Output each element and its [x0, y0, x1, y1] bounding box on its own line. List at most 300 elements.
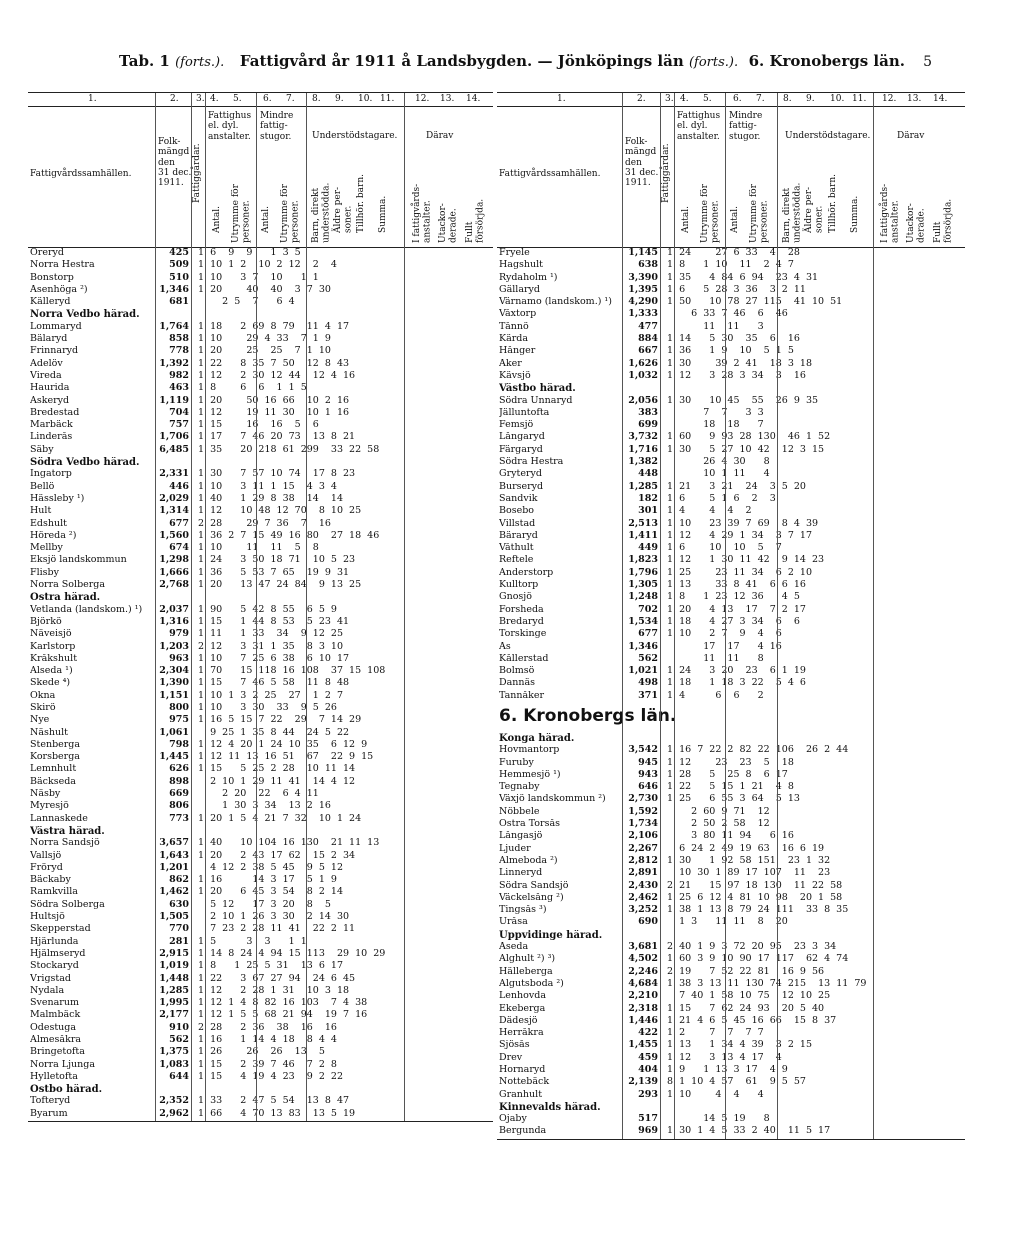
commune-name: Tannåker [499, 690, 545, 701]
population-value: 646 [638, 781, 658, 793]
row-values: 1 90 5 42 8 55 6 5 9 [198, 603, 337, 615]
col-num-8: 8. [312, 94, 321, 104]
row-values: 2 60 9 71 12 [667, 805, 770, 817]
commune-name: Hagshult [499, 260, 543, 271]
commune-name: Kulltorp [499, 580, 539, 591]
row-values: 1 15 2 39 7 46 7 2 8 [198, 1058, 337, 1070]
table-row [497, 396, 965, 408]
col-num-9: 9. [335, 94, 344, 104]
row-values: 1 36 1 9 10 5 1 5 [667, 345, 794, 357]
row-values: 1 15 16 16 5 6 [198, 419, 319, 431]
col-num-14-r: 14. [933, 94, 948, 104]
row-values: 1 36 5 53 7 65 19 9 31 [198, 566, 350, 578]
commune-name: Drev [499, 1052, 523, 1063]
row-values: 1 35 20 218 61 299 33 22 58 [198, 443, 380, 455]
row-values: 1 12 1 5 5 68 21 94 19 7 16 [198, 1009, 368, 1021]
commune-name: Myresjö [30, 801, 69, 812]
header-utrymme-2-r: Utrymme för personer. [749, 184, 770, 243]
row-values: 1 4 6 6 2 [667, 689, 764, 701]
commune-name: Hultsjö [30, 912, 65, 923]
table-row [497, 371, 965, 383]
commune-name: Södra Vedbo härad. [30, 457, 140, 469]
row-values: 1 14 8 24 4 94 15 113 29 10 29 [198, 947, 386, 959]
table-row [28, 469, 493, 481]
title-line [0, 52, 1024, 70]
header-utrymme-2: Utrymme för personer. [280, 184, 301, 243]
commune-name: Västra härad. [30, 825, 105, 837]
population-value: 778 [169, 345, 189, 357]
col-num-5-r: 5. [703, 94, 712, 104]
row-values: 1 30 7 57 10 74 17 8 23 [198, 468, 356, 480]
population-value: 969 [638, 1125, 658, 1137]
row-values: 1 12 23 23 5 18 [667, 756, 794, 768]
commune-name: Frinnaryd [30, 346, 79, 357]
col-num-6: 6. [263, 94, 272, 104]
commune-name: Björkö [30, 616, 62, 627]
population-value: 1,796 [628, 566, 658, 578]
population-value: 1,298 [159, 554, 189, 566]
population-value: 1,316 [159, 615, 189, 627]
population-value: 674 [169, 542, 189, 554]
col-num-6-r: 6. [733, 94, 742, 104]
commune-name: Södra Solberga [30, 899, 105, 910]
commune-name: Näsby [30, 789, 61, 800]
commune-name: Växjö landskommun ²) [499, 794, 606, 805]
table-row [497, 260, 965, 272]
population-value: 979 [169, 628, 189, 640]
commune-name: Mellby [30, 543, 63, 554]
commune-name: Skede ⁴) [30, 678, 71, 689]
commune-name: Västbo härad. [499, 383, 576, 395]
table-row [497, 881, 965, 893]
commune-name: Bälaryd [30, 334, 68, 345]
commune-name: Åseda [499, 942, 529, 953]
population-value: 1,448 [159, 972, 189, 984]
column-number-row [28, 93, 493, 107]
commune-name: Tegnaby [499, 782, 540, 793]
row-values: 2 5 7 6 4 [198, 296, 295, 308]
population-value: 2,915 [159, 947, 189, 959]
commune-name: Ramkvilla [30, 887, 78, 898]
col-num-10-r: 10. [830, 94, 845, 104]
row-values: 1 20 50 16 66 10 2 16 [198, 394, 350, 406]
table-row [28, 1010, 493, 1022]
table-row [28, 260, 493, 272]
commune-name: Uråsa [499, 917, 528, 928]
population-value: 182 [638, 492, 658, 504]
commune-name: Hässleby ¹) [30, 493, 85, 504]
table-row [28, 715, 493, 727]
commune-name: Bonstorp [30, 272, 74, 283]
row-values: 1 25 23 11 34 6 2 10 [667, 566, 813, 578]
row-values: 1 10 23 39 7 69 8 4 39 [667, 517, 819, 529]
table-row [28, 383, 493, 395]
commune-name: Åsenhöga ²) [30, 284, 88, 295]
commune-name: Flisby [30, 567, 59, 578]
commune-name: Eksjö landskommun [30, 555, 127, 566]
commune-name: Kinnevalds härad. [499, 1101, 601, 1113]
commune-name: Ekeberga [499, 1003, 546, 1014]
header-utackor-r: Utackor- derade. [906, 203, 927, 243]
commune-name: Burseryd [499, 481, 544, 492]
commune-name: Ingatorp [30, 469, 72, 480]
row-values: 1 6 9 9 1 3 5 [198, 247, 301, 258]
commune-name: Edshult [30, 518, 67, 529]
left-table [28, 92, 493, 1122]
row-values: 1 20 13 47 24 84 9 13 25 [198, 579, 362, 591]
row-values: 1 8 6 6 1 1 5 [198, 382, 307, 394]
row-values: 1 5 3 3 1 1 [198, 935, 307, 947]
commune-name: Vallsjö [30, 850, 62, 861]
commune-name: Södra Unnaryd [499, 395, 573, 406]
row-values: 1 20 4 13 17 7 2 17 [667, 603, 806, 615]
column-headers-right [497, 107, 965, 248]
population-value: 371 [638, 689, 658, 701]
header-aldre-r: Äldre per- soner. [804, 186, 825, 233]
row-values: 1 2 7 7 7 7 [667, 1027, 764, 1039]
table-row [497, 745, 965, 757]
commune-name: Bäckaby [30, 875, 71, 886]
row-values: 1 20 1 5 4 21 7 32 10 1 24 [198, 812, 362, 824]
table-row [28, 297, 493, 309]
header-mindre-r: Mindre fattig- stugor. [729, 111, 763, 142]
row-values: 1 26 26 26 13 5 [198, 1046, 325, 1058]
population-value: 2,768 [159, 579, 189, 591]
commune-name: Bringetofta [30, 1047, 85, 1058]
col-num-14: 14. [466, 94, 481, 104]
commune-name: Höreda ²) [30, 530, 77, 541]
row-values: 18 18 7 [667, 419, 764, 431]
commune-name: Kävsjö [499, 370, 531, 381]
population-value: 1,203 [159, 640, 189, 652]
commune-name: Säby [30, 444, 54, 455]
commune-name: Kållerstad [499, 653, 549, 664]
row-values: 1 3 11 11 8 20 [667, 916, 788, 928]
population-value: 975 [169, 714, 189, 726]
row-values: 2 40 1 9 3 72 20 95 23 3 34 [667, 941, 837, 953]
commune-name: Åker [499, 358, 522, 369]
commune-name: Våthult [499, 543, 534, 554]
table-row [497, 1004, 965, 1016]
commune-name: Norra Ljunga [30, 1059, 96, 1070]
population-value: 638 [638, 259, 658, 271]
header-antal-1: Antal. [212, 205, 222, 233]
commune-name: Hult [30, 506, 52, 517]
row-values: 1 15 4 19 4 23 9 2 22 [198, 1070, 344, 1082]
col-num-4-r: 4. [680, 94, 689, 104]
commune-name: Våxtorp [499, 309, 537, 320]
population-value: 1,061 [159, 726, 189, 738]
commune-name: Tånnö [499, 321, 529, 332]
commune-name: Forsheda [499, 604, 544, 615]
table-row [28, 678, 493, 690]
col-num-8-r: 8. [783, 94, 792, 104]
commune-name: Bellö [30, 481, 55, 492]
row-values: 2 28 2 36 38 16 16 [198, 1021, 337, 1033]
population-value: 1,592 [628, 805, 658, 817]
population-value: 677 [169, 517, 189, 529]
table-title: Fattigvård år 1911 å Landsbygden. [239, 52, 533, 70]
row-values: 1 11 1 33 34 9 12 25 [198, 628, 344, 640]
commune-name: Kärda [499, 334, 529, 345]
population-value: 1,706 [159, 431, 189, 443]
population-value: 477 [638, 320, 658, 332]
table-row [497, 506, 965, 518]
population-value: 2,462 [628, 891, 658, 903]
population-value: 2,037 [159, 603, 189, 615]
population-value: 1,346 [159, 283, 189, 295]
row-values: 1 18 2 69 8 79 11 4 17 [198, 320, 350, 332]
population-value: 2,891 [628, 867, 658, 879]
commune-name: Ökna [30, 690, 56, 701]
row-values: 1 12 3 28 3 34 3 16 [667, 369, 806, 381]
col-num-9-r: 9. [806, 94, 815, 104]
row-values: 1 36 2 7 15 49 16 80 27 18 46 [198, 529, 380, 541]
row-values: 1 70 15 118 16 108 37 15 108 [198, 665, 386, 677]
population-value: 1,995 [159, 997, 189, 1009]
commune-name: Östbo härad. [30, 1084, 103, 1096]
row-values: 1 8 1 25 5 31 13 6 17 [198, 960, 344, 972]
row-values: 1 17 7 46 20 73 13 8 21 [198, 431, 356, 443]
row-values: 2 12 3 31 1 35 8 3 10 [198, 640, 344, 652]
population-value: 562 [169, 1034, 189, 1045]
row-values: 10 30 1 89 17 107 11 23 [667, 867, 831, 879]
table-row [497, 831, 965, 843]
population-value: 4,290 [628, 296, 658, 308]
commune-name: Nottebäck [499, 1077, 550, 1088]
commune-name: Värnamo (landskom.) ¹) [499, 297, 612, 308]
commune-name: Sjösås [499, 1040, 530, 1051]
row-values: 1 12 1 4 8 82 16 103 7 4 38 [198, 997, 368, 1009]
table-row [497, 991, 965, 1003]
row-values: 1 25 6 55 3 64 5 13 [667, 793, 800, 805]
commune-name: Östra Torsås [499, 819, 560, 830]
population-value: 1,505 [159, 911, 189, 923]
row-values: 1 38 1 13 8 79 24 111 33 8 35 [667, 904, 849, 916]
population-value: 562 [638, 652, 658, 664]
population-value: 626 [169, 763, 189, 775]
row-values: 1 30 5 27 10 42 12 3 15 [667, 443, 825, 455]
section-heading [28, 592, 493, 604]
commune-name: Gällaryd [499, 284, 540, 295]
population-value: 982 [169, 369, 189, 381]
population-value: 3,681 [628, 941, 658, 953]
row-values: 1 4 4 4 2 [667, 505, 752, 517]
table-row [28, 555, 493, 567]
header-summa: Summa. [378, 195, 388, 233]
commune-name: Malmbäck [30, 1010, 81, 1021]
row-values: 3 80 11 94 6 16 [667, 830, 794, 842]
county-name-2: 6. Kronobergs län. [748, 52, 905, 70]
table-row [497, 555, 965, 567]
population-value: 1,445 [159, 751, 189, 763]
row-values: 1 35 4 84 6 94 23 4 31 [667, 271, 819, 283]
commune-name: Ödestuga [30, 1022, 77, 1033]
table-row [497, 678, 965, 690]
row-values: 1 30 39 2 41 18 3 18 [667, 357, 813, 369]
commune-name: Hemmesjö ¹) [499, 769, 561, 780]
population-value: 2,106 [628, 830, 658, 842]
row-values: 11 11 3 [667, 320, 764, 332]
col-num-2: 2. [170, 94, 179, 104]
table-row [497, 868, 965, 880]
row-values: 2 19 7 52 22 81 16 9 56 [667, 965, 825, 977]
county-name: Jönköpings län [557, 52, 684, 70]
row-values: 2 50 2 58 12 [667, 818, 770, 830]
table-row [28, 814, 493, 826]
commune-name: Bredaryd [499, 616, 544, 627]
commune-name: Torskinge [499, 629, 547, 640]
population-value: 1,248 [628, 591, 658, 603]
commune-name: Ås [499, 641, 511, 652]
row-values: 1 21 4 6 5 45 16 66 15 8 37 [667, 1014, 837, 1026]
commune-name: Algutsboda ²) [499, 978, 564, 989]
commune-name: Furuby [499, 757, 534, 768]
population-value: 1,411 [628, 529, 658, 541]
row-values: 1 14 5 30 35 6 16 [667, 333, 800, 345]
commune-name: Näveisjö [30, 629, 72, 640]
row-values: 7 23 2 28 11 41 22 2 11 [198, 923, 356, 935]
page-number: 5 [923, 54, 932, 70]
population-value: 446 [169, 480, 189, 492]
row-values: 1 12 2 28 1 31 10 3 18 [198, 984, 350, 996]
population-value: 699 [638, 419, 658, 431]
population-value: 770 [169, 923, 189, 935]
row-values: 7 7 3 3 [667, 406, 764, 418]
commune-name: Gryteryd [499, 469, 542, 480]
col-num-13: 13. [440, 94, 455, 104]
commune-name: Norra Vedbo härad. [30, 309, 140, 321]
table-row [28, 801, 493, 813]
row-values: 1 13 33 8 41 6 6 16 [667, 579, 806, 591]
population-value: 293 [638, 1088, 658, 1100]
col-num-13-r: 13. [907, 94, 922, 104]
population-value: 1,734 [628, 818, 658, 830]
population-value: 757 [169, 419, 189, 431]
commune-name: Marbäck [30, 420, 73, 431]
population-value: 3,390 [628, 271, 658, 283]
table-row [28, 506, 493, 518]
population-value: 1,395 [628, 283, 658, 295]
row-values: 1 10 2 7 9 4 6 [667, 628, 782, 640]
commune-name: Hjärlunda [30, 936, 79, 947]
population-value: 2,029 [159, 492, 189, 504]
commune-name: Lenhovda [499, 991, 546, 1002]
commune-name: Skepperstad [30, 924, 91, 935]
row-values: 1 10 3 30 33 9 5 26 [198, 701, 337, 713]
commune-name: Bergunda [499, 1126, 547, 1137]
row-values: 1 12 19 11 30 10 1 16 [198, 406, 350, 418]
population-value: 1,151 [159, 689, 189, 701]
commune-name: Väckelsång ²) [499, 892, 564, 903]
table-row [28, 642, 493, 654]
header-tillhor: Tillhör. barn. [356, 174, 366, 233]
row-values: 8 1 10 4 57 61 9 5 57 [667, 1076, 806, 1088]
population-value: 4,502 [628, 953, 658, 965]
row-values: 1 24 3 20 23 6 1 19 [667, 665, 806, 677]
section-heading [497, 383, 965, 395]
population-value: 943 [638, 768, 658, 780]
table-row [28, 974, 493, 986]
commune-name: Ljuder [499, 843, 531, 854]
population-value: 800 [169, 701, 189, 713]
row-values: 7 40 1 58 10 75 12 10 25 [667, 990, 831, 1002]
population-value: 1,560 [159, 529, 189, 541]
population-value: 702 [638, 603, 658, 615]
commune-name: Granhult [499, 1089, 543, 1100]
header-summa-r: Summa. [850, 195, 860, 233]
header-tillhor-r: Tillhör. barn. [828, 174, 838, 233]
row-values: 1 16 5 15 7 22 29 7 14 29 [198, 714, 362, 726]
commune-name: Östra härad. [30, 592, 101, 604]
population-value: 2,210 [628, 990, 658, 1002]
row-values: 2 10 1 29 11 41 14 4 12 [198, 775, 356, 787]
commune-name: Stenberga [30, 739, 81, 750]
row-values: 1 33 2 47 5 54 13 8 47 [198, 1095, 350, 1107]
commune-name: Dädesjö [499, 1015, 538, 1026]
column-number-row-right [497, 93, 965, 107]
header-understod: Understödstagare. [312, 131, 398, 141]
population-value: 1,032 [628, 369, 658, 381]
population-value: 910 [169, 1021, 189, 1033]
row-values: 1 16 1 14 4 18 8 4 4 [198, 1034, 337, 1045]
population-value: 3,732 [628, 431, 658, 443]
col-num-7: 7. [286, 94, 295, 104]
population-value: 498 [638, 677, 658, 689]
table-row [28, 519, 493, 531]
table-row [497, 794, 965, 806]
row-values: 1 10 4 4 4 [667, 1088, 764, 1100]
row-values: 1 60 9 93 28 130 46 1 52 [667, 431, 831, 443]
table-row [28, 887, 493, 899]
row-values: 1 10 29 4 33 7 1 9 [198, 333, 331, 345]
population-value: 459 [638, 1051, 658, 1063]
population-value: 1,666 [159, 566, 189, 578]
commune-name: Almeboda ²) [499, 855, 558, 866]
row-values: 11 11 8 [667, 652, 764, 664]
row-values: 5 12 17 3 20 8 5 [198, 898, 331, 910]
title-dash: — [537, 52, 553, 70]
population-value: 862 [169, 874, 189, 886]
table-row [28, 396, 493, 408]
column-headers [28, 107, 493, 248]
commune-name: Öjaby [499, 1114, 527, 1125]
row-values: 2 20 22 6 4 11 [198, 788, 319, 800]
population-value: 404 [638, 1064, 658, 1075]
population-value: 798 [169, 738, 189, 750]
population-value: 281 [169, 935, 189, 947]
population-value: 1,346 [628, 640, 658, 652]
table-row [28, 764, 493, 776]
population-value: 1,455 [628, 1039, 658, 1051]
population-value: 2,352 [159, 1095, 189, 1107]
table-row [497, 1040, 965, 1052]
header-darav-r: Därav [897, 131, 925, 141]
population-value: 2,318 [628, 1002, 658, 1014]
row-values: 1 12 11 13 16 51 67 22 9 15 [198, 751, 374, 763]
row-values: 1 12 1 30 11 42 9 14 23 [667, 554, 825, 566]
commune-name: Villstad [499, 518, 536, 529]
population-value: 1,285 [159, 984, 189, 996]
commune-name: Haurida [30, 383, 70, 394]
population-value: 669 [169, 788, 189, 800]
row-values: 1 20 25 25 7 1 10 [198, 345, 331, 357]
commune-name: Hånger [499, 346, 536, 357]
row-values: 1 18 4 27 3 34 6 6 [667, 615, 800, 627]
right-rows [497, 248, 965, 1139]
commune-name: Herråkra [499, 1028, 544, 1039]
commune-name: Näshult [30, 727, 68, 738]
